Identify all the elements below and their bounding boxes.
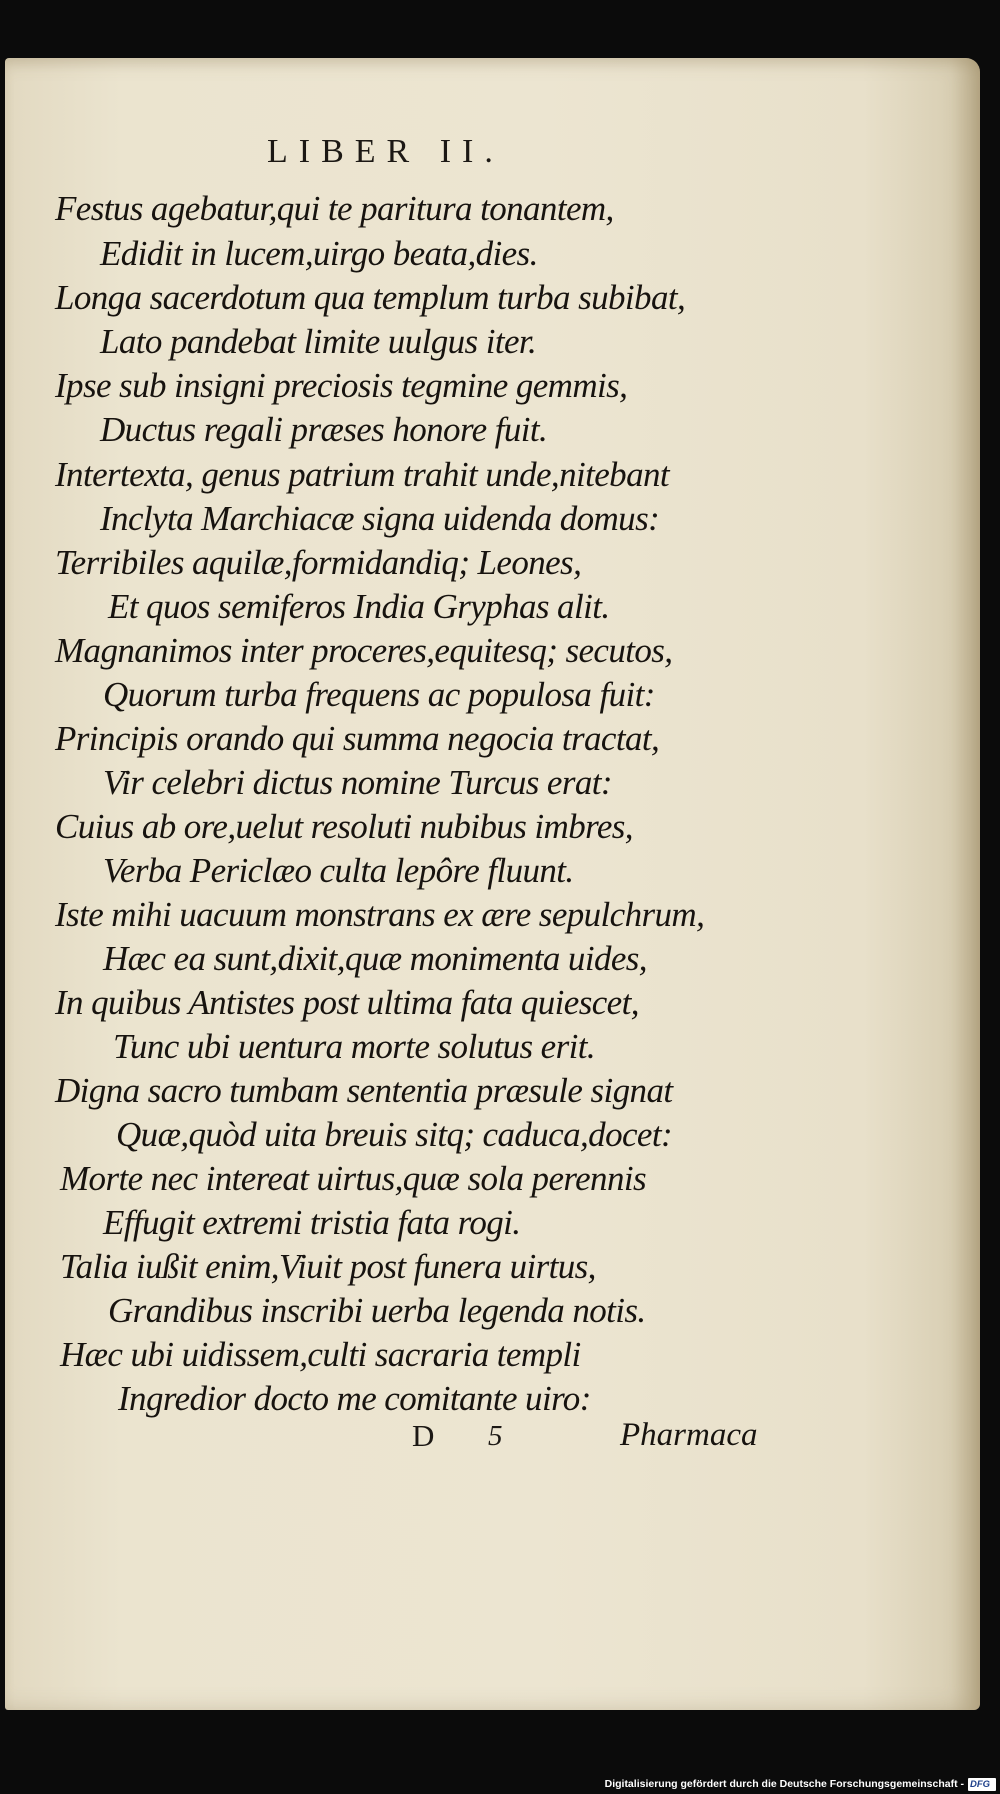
verse-line: Longa sacerdotum qua templum turba subibat, bbox=[55, 278, 686, 317]
verse-line: Digna sacro tumbam sententia præsule signat bbox=[55, 1071, 673, 1110]
verse-line: Principis orando qui summa negocia tractat, bbox=[55, 719, 660, 758]
verse-line: Ingredior docto me comitante uiro: bbox=[118, 1379, 591, 1418]
verse-line: Talia iußit enim,Viuit post funera uirtus, bbox=[60, 1247, 596, 1286]
running-head: LIBER II. bbox=[267, 133, 504, 170]
dfg-logo-label: DFG bbox=[970, 1779, 991, 1790]
catchword: Pharmaca bbox=[620, 1417, 758, 1453]
verse-line: Terribiles aquilæ,formidandiq; Leones, bbox=[55, 543, 582, 582]
verse-line: Grandibus inscribi uerba legenda notis. bbox=[108, 1291, 646, 1330]
verse-line: Ipse sub insigni preciosis tegmine gemmis, bbox=[55, 366, 628, 405]
verse-line: Ductus regali præses honore fuit. bbox=[100, 410, 548, 449]
verse-line: Magnanimos inter proceres,equitesq; secutos, bbox=[55, 631, 673, 670]
verse-line: Iste mihi uacuum monstrans ex ære sepulchrum, bbox=[55, 895, 705, 934]
verse-line: Quorum turba frequens ac populosa fuit: bbox=[103, 675, 655, 714]
verse-line: Quæ,quòd uita breuis sitq; caduca,docet: bbox=[116, 1115, 673, 1154]
verse-line: Hæc ubi uidissem,culti sacraria templi bbox=[60, 1335, 581, 1374]
dfg-logo-icon[interactable] bbox=[968, 1778, 996, 1791]
verse-line: Cuius ab ore,uelut resoluti nubibus imbres, bbox=[55, 807, 633, 846]
verse-line: Inclyta Marchiacæ signa uidenda domus: bbox=[100, 499, 660, 538]
verse-line: Festus agebatur,qui te paritura tonantem, bbox=[55, 189, 614, 228]
verse-line: Vir celebri dictus nomine Turcus erat: bbox=[103, 763, 612, 802]
verse-line: Intertexta, genus patrium trahit unde,nitebant bbox=[55, 455, 669, 494]
verse-line: Edidit in lucem,uirgo beata,dies. bbox=[100, 234, 538, 273]
signature-number: 5 bbox=[488, 1420, 503, 1452]
funding-credit: Digitalisierung gefördert durch die Deutsche Forschungsgemeinschaft - bbox=[604, 1778, 964, 1790]
verse-line: Lato pandebat limite uulgus iter. bbox=[100, 322, 537, 361]
verse-line: In quibus Antistes post ultima fata quiescet, bbox=[55, 983, 639, 1022]
verse-line: Morte nec intereat uirtus,quæ sola perennis bbox=[60, 1159, 646, 1198]
verse-line: Effugit extremi tristia fata rogi. bbox=[103, 1203, 521, 1242]
verse-line: Hæc ea sunt,dixit,quæ monimenta uides, bbox=[103, 939, 647, 978]
verse-line: Verba Periclæo culta lepôre fluunt. bbox=[103, 851, 574, 890]
verse-line: Et quos semiferos India Gryphas alit. bbox=[108, 587, 610, 626]
signature-mark: D bbox=[412, 1418, 435, 1453]
credit-bar bbox=[0, 1776, 1000, 1794]
verse-line: Tunc ubi uentura morte solutus erit. bbox=[113, 1027, 596, 1066]
